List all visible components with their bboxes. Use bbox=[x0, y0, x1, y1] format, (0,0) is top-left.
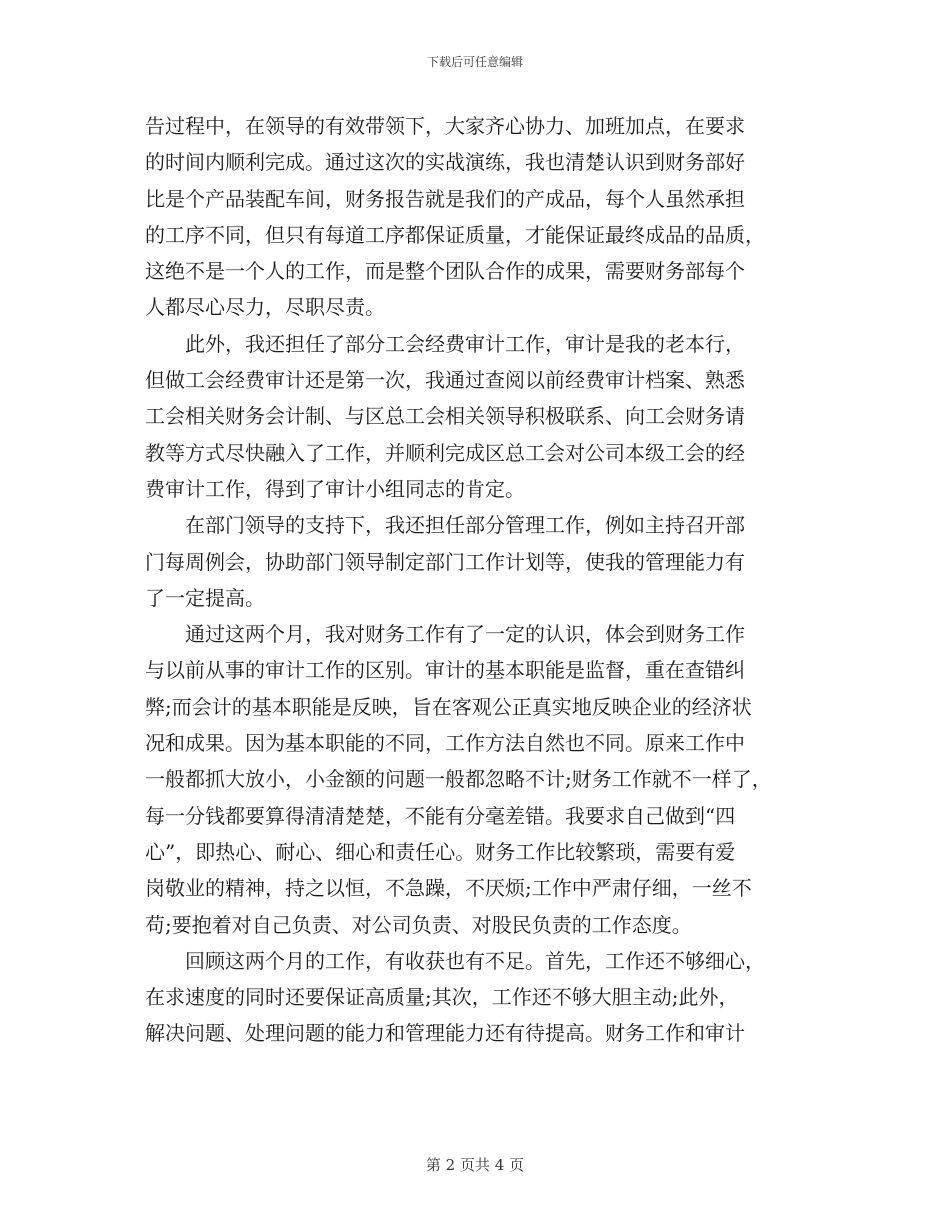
page-header: 下载后可任意编辑 bbox=[426, 55, 523, 69]
text-line: 但做工会经费审计还是第一次，我通过查阅以前经费审计档案、熟悉 bbox=[145, 368, 745, 393]
text-line: 的工序不同，但只有每道工序都保证质量，才能保证最终成品的品质， bbox=[145, 222, 765, 247]
document-body bbox=[145, 108, 817, 1052]
text-line: 通过这两个月，我对财务工作有了一定的认识，体会到财务工作 bbox=[145, 622, 745, 647]
text-line: 心”，即热心、耐心、细心和责任心。财务工作比较繁琐，需要有爱 bbox=[145, 839, 736, 864]
text-line: 苟;要抱着对自己负责、对公司负责、对股民负责的工作态度。 bbox=[145, 912, 692, 937]
text-line: 在部门领导的支持下，我还担任部分管理工作，例如主持召开部 bbox=[145, 513, 745, 538]
text-line: 解决问题、处理问题的能力和管理能力还有待提高。财务工作和审计 bbox=[145, 1021, 745, 1046]
text-line: 况和成果。因为基本职能的不同，工作方法自然也不同。原来工作中 bbox=[145, 731, 745, 756]
text-line: 一般都抓大放小，小金额的问题一般都忽略不计;财务工作就不一样了， bbox=[145, 767, 772, 792]
text-line: 与以前从事的审计工作的区别。审计的基本职能是监督，重在查错纠 bbox=[145, 658, 745, 683]
page-footer: 第 2 页共 4 页 bbox=[425, 1156, 525, 1174]
text-line: 岗敬业的精神，持之以恒，不急躁，不厌烦;工作中严肃仔细，一丝不 bbox=[145, 876, 752, 901]
text-line: 告过程中，在领导的有效带领下，大家齐心协力、加班加点，在要求 bbox=[145, 114, 745, 138]
text-line: 此外，我还担任了部分工会经费审计工作，审计是我的老本行， bbox=[145, 331, 745, 356]
text-line: 人都尽心尽力，尽职尽责。 bbox=[145, 295, 385, 320]
text-line: 门每周例会，协助部门领导制定部门工作计划等，使我的管理能力有 bbox=[145, 549, 745, 574]
text-line: 弊;而会计的基本职能是反映，旨在客观公正真实地反映企业的经济状 bbox=[145, 694, 752, 719]
text-line: 费审计工作，得到了审计小组同志的肯定。 bbox=[145, 476, 525, 501]
text-line: 的时间内顺利完成。通过这次的实战演练，我也清楚认识到财务部好 bbox=[145, 150, 745, 175]
text-line: 工会相关财务会计制、与区总工会相关领导积极联系、向工会财务请 bbox=[145, 404, 745, 429]
text-line: 在求速度的同时还要保证高质量;其次，工作还不够大胆主动;此外， bbox=[145, 985, 739, 1010]
text-line: 了一定提高。 bbox=[145, 585, 265, 610]
text-line: 回顾这两个月的工作，有收获也有不足。首先，工作还不够细心， bbox=[145, 948, 765, 973]
text-line: 教等方式尽快融入了工作，并顺利完成区总工会对公司本级工会的经 bbox=[145, 440, 745, 465]
text-line: 每一分钱都要算得清清楚楚，不能有分毫差错。我要求自己做到“四 bbox=[145, 803, 736, 828]
text-line: 这绝不是一个人的工作，而是整个团队合作的成果，需要财务部每个 bbox=[145, 259, 745, 284]
text-line: 比是个产品装配车间，财务报告就是我们的产成品，每个人虽然承担 bbox=[145, 186, 745, 211]
